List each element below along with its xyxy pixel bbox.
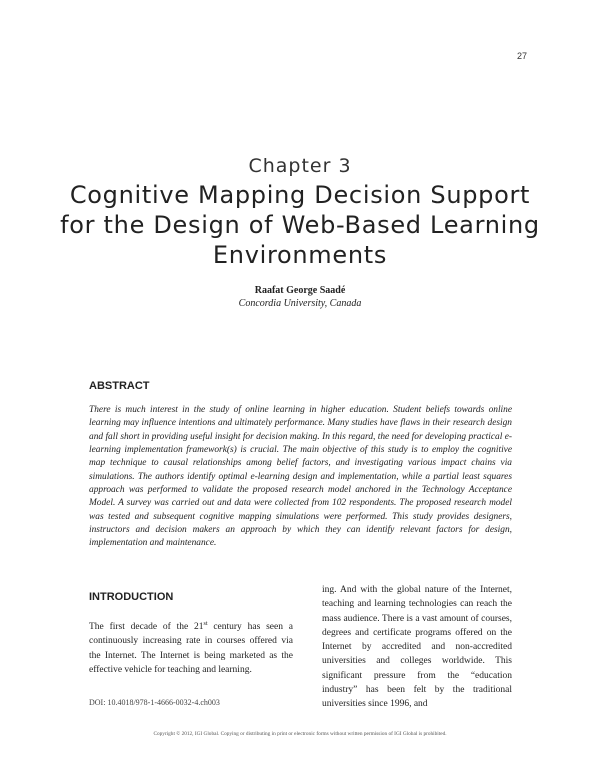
copyright-notice: Copyright © 2012, IGI Global. Copying or distributing in print or electronic forms without written permission of IGI Global is prohibited.: [153, 731, 447, 737]
intro-text-part-1: The first decade of the 21: [89, 622, 204, 633]
chapter-label: Chapter 3: [248, 155, 352, 177]
introduction-right-column: ing. And with the global nature of the Internet, teaching and learning technologies can reach the mass audience. There is a vast amount of courses, degrees and certificate programs offered on the Internet by accredited and non-accredited universities and colleges worldwide. This significant pressure from the “education industry” has been felt by the traditional universities since 1996, and: [322, 585, 512, 710]
page-number: 27: [516, 51, 527, 61]
author-name: Raafat George Saadé: [254, 285, 346, 296]
introduction-left-column: [89, 617, 293, 677]
chapter-title: Cognitive Mapping Decision Support for the Design of Web-Based Learning Environments: [60, 181, 540, 269]
intro-superscript: st: [203, 621, 208, 627]
intro-text-part-2: century has seen a continuously increasing rate in courses offered via the Internet. The Internet is being marketed as the effective vehicle for teaching and learning.: [89, 622, 293, 676]
abstract-body: There is much interest in the study of online learning in higher education. Student beliefs towards online learning may influence intentions and ultimately performance. Many studies have flaws in their research design and fall short in providing useful insight for decision making. In this regard, the need for developing practical e-learning implementation framework(s) is crucial. The main objective of this study is to employ the cognitive map technique to causal relationships among belief factors, and investigating various impact chains via simulations. The authors identify optimal e-learning design and implementation, while a partial least squares approach was performed to validate the proposed research model anchored in the Technology Acceptance Model. A survey was carried out and data were collected from 102 respondents. The proposed research model was tested and subsequent cognitive mapping simulations were performed. This study provides designers, instructors and decision makers an approach by which they can identify relevant factors for design, implementation and maintenance.: [89, 405, 512, 549]
introduction-heading: INTRODUCTION: [89, 591, 174, 603]
author-affiliation: Concordia University, Canada: [238, 298, 362, 309]
abstract-heading: ABSTRACT: [89, 380, 150, 392]
doi-line: DOI: 10.4018/978-1-4666-0032-4.ch003: [89, 698, 220, 707]
